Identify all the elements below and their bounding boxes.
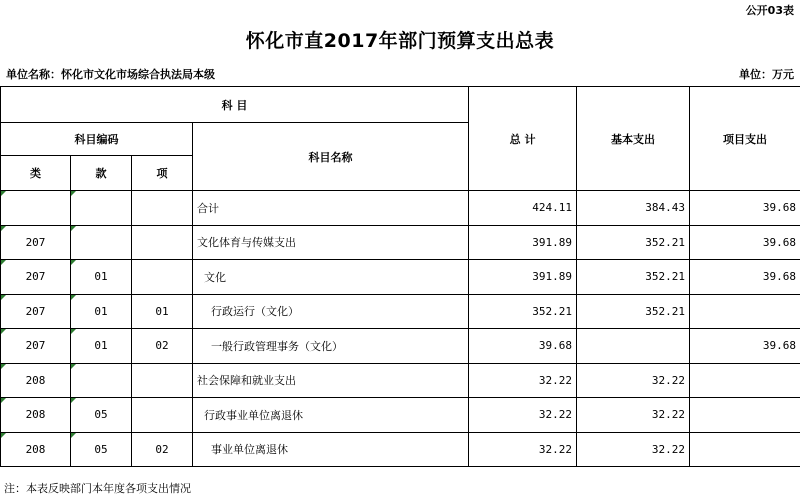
budget-table (0, 86, 800, 467)
project-expenditure-cell: 39.68 (690, 260, 800, 295)
category-code-cell: 207 (1, 225, 71, 260)
subject-code-header: 科目编码 (1, 123, 193, 156)
subject-name-cell: 行政运行（文化） (193, 294, 469, 329)
total-cell: 391.89 (469, 225, 577, 260)
footnote: 注：本表反映部门本年度各项支出情况 (4, 482, 191, 495)
project-expenditure-cell: 39.68 (690, 225, 800, 260)
basic-expenditure-cell: 352.21 (577, 225, 690, 260)
table-row (1, 398, 800, 433)
project-expenditure-cell (690, 432, 800, 467)
total-header: 总 计 (469, 87, 577, 191)
subject-header: 科 目 (1, 87, 469, 123)
project-expenditure-cell: 39.68 (690, 329, 800, 364)
item-code-cell: 01 (132, 294, 193, 329)
item-code-cell: 02 (132, 432, 193, 467)
section-code-cell: 01 (71, 329, 132, 364)
category-code-cell: 207 (1, 329, 71, 364)
section-code-cell: 05 (71, 432, 132, 467)
subject-name-cell: 社会保障和就业支出 (193, 363, 469, 398)
total-cell: 391.89 (469, 260, 577, 295)
total-cell: 352.21 (469, 294, 577, 329)
table-row (1, 363, 800, 398)
section-code-cell: 01 (71, 260, 132, 295)
item-code-cell (132, 225, 193, 260)
project-expenditure-cell: 39.68 (690, 191, 800, 226)
basic-expenditure-cell: 32.22 (577, 432, 690, 467)
category-code-cell: 208 (1, 398, 71, 433)
subject-name-cell: 文化体育与传媒支出 (193, 225, 469, 260)
page-title: 怀化市直2017年部门预算支出总表 (245, 30, 555, 52)
section-code-cell: 05 (71, 398, 132, 433)
table-row (1, 191, 800, 226)
table-row (1, 294, 800, 329)
basic-expenditure-header: 基本支出 (577, 87, 690, 191)
total-cell: 32.22 (469, 398, 577, 433)
category-header: 类 (1, 156, 71, 191)
table-row (1, 432, 800, 467)
basic-expenditure-cell: 32.22 (577, 398, 690, 433)
item-code-cell (132, 363, 193, 398)
table-row (1, 329, 800, 364)
project-expenditure-cell (690, 363, 800, 398)
item-header: 项 (132, 156, 193, 191)
subject-name-cell: 行政事业单位离退休 (193, 398, 469, 433)
item-code-cell: 02 (132, 329, 193, 364)
section-code-cell: 01 (71, 294, 132, 329)
subject-name-cell: 文化 (193, 260, 469, 295)
basic-expenditure-cell: 352.21 (577, 294, 690, 329)
category-code-cell: 207 (1, 260, 71, 295)
total-cell: 39.68 (469, 329, 577, 364)
category-code-cell: 207 (1, 294, 71, 329)
category-code-cell (1, 191, 71, 226)
project-expenditure-cell (690, 294, 800, 329)
basic-expenditure-cell (577, 329, 690, 364)
basic-expenditure-cell: 384.43 (577, 191, 690, 226)
subject-name-cell: 事业单位离退休 (193, 432, 469, 467)
section-code-cell (71, 191, 132, 226)
total-cell: 32.22 (469, 363, 577, 398)
subject-name-cell: 合计 (193, 191, 469, 226)
unit-row (0, 66, 800, 82)
total-cell: 32.22 (469, 432, 577, 467)
table-row (1, 225, 800, 260)
table-row (1, 260, 800, 295)
subject-name-header: 科目名称 (193, 123, 469, 191)
project-expenditure-header: 项目支出 (690, 87, 800, 191)
category-code-cell: 208 (1, 363, 71, 398)
project-expenditure-cell (690, 398, 800, 433)
total-cell: 424.11 (469, 191, 577, 226)
section-code-cell (71, 225, 132, 260)
currency-unit-label: 单位：万元 (739, 68, 794, 81)
item-code-cell (132, 191, 193, 226)
section-code-cell (71, 363, 132, 398)
section-header: 款 (71, 156, 132, 191)
table-code-label: 公开03表 (745, 4, 794, 17)
basic-expenditure-cell: 352.21 (577, 260, 690, 295)
unit-name-label: 单位名称：怀化市文化市场综合执法局本级 (6, 68, 215, 81)
subject-name-cell: 一般行政管理事务（文化） (193, 329, 469, 364)
basic-expenditure-cell: 32.22 (577, 363, 690, 398)
item-code-cell (132, 260, 193, 295)
category-code-cell: 208 (1, 432, 71, 467)
item-code-cell (132, 398, 193, 433)
